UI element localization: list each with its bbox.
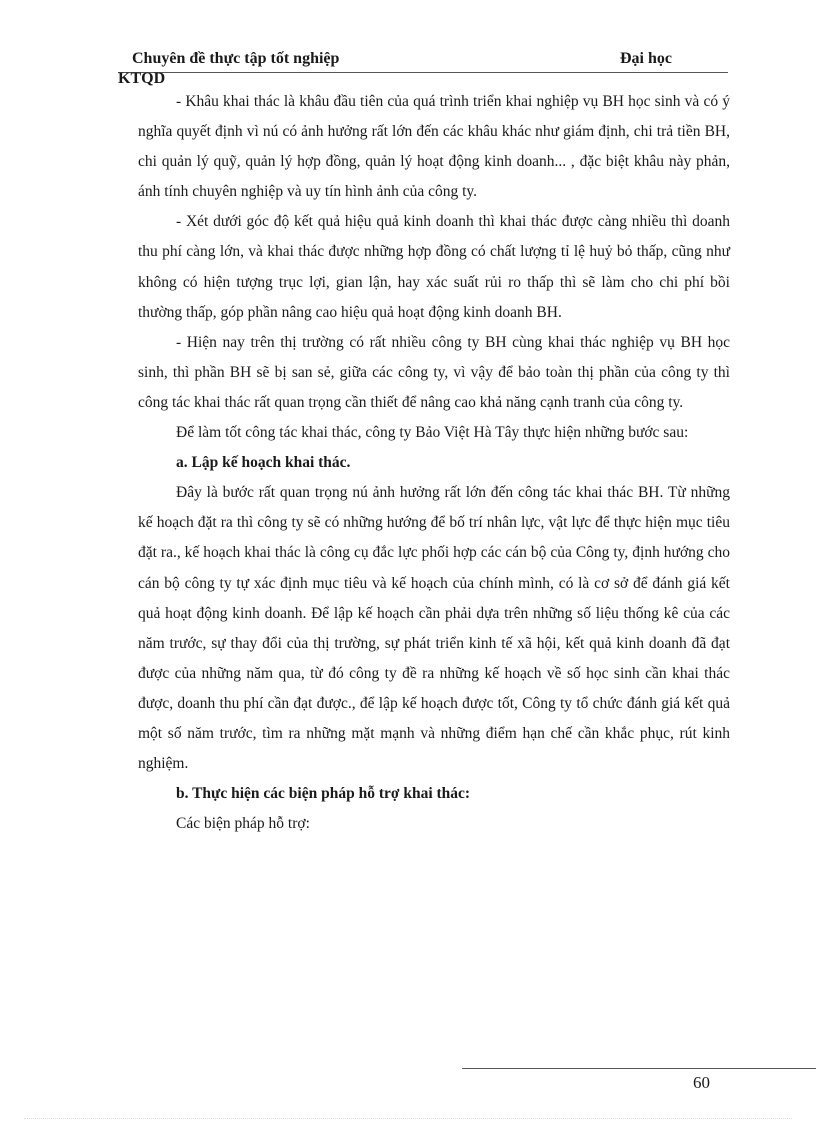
- section-a-heading: a. Lập kế hoạch khai thác.: [176, 454, 351, 472]
- section-a-text: Đây là bước rất quan trọng nú ảnh hưởng rất lớn đến công tác khai thác BH. Từ những kế hoạch đặt ra thì công ty sẽ có những hướng để bố trí nhân lực, vật lực để thực hiện mục tiêu đặt ra., kế hoạch khai thác là công cụ đắc lực phối hợp các cán bộ của Công ty, định hướng cho cán bộ công ty tự xác định mục tiêu và kế hoạch của chính mình, có là cơ sở để đánh giá kết quả hoạt động kinh doanh. Để lập kế hoạch cần phải dựa trên những số liệu thống kê của các năm trước, sự thay đổi của thị trường, sự phát triển kinh tế xã hội, kết quả kinh doanh đã đạt được của những năm qua, từ đó công ty đề ra những kế hoạch về số học sinh cần khai thác được, doanh thu phí cần đạt được., để lập kế hoạch được tốt, Công ty tổ chức đánh giá kết quả một số năm trước, tìm ra những mặt mạnh và những điểm hạn chế cần khắc phục, rút kinh nghiệm.: [138, 484, 730, 773]
- header-university-cont: KTQD: [118, 70, 166, 87]
- page-header: [118, 50, 728, 73]
- page-number: 60: [693, 1073, 710, 1092]
- paragraph-exploitation-stage: - Khâu khai thác là khâu đầu tiên của quá trình triển khai nghiệp vụ BH học sinh và có ý nghĩa quyết định vì nú có ảnh hưởng rất lớn đến các khâu khác như giám định, chi trả tiền BH, chi quản lý quỹ, quản lý hợp đồng, quản lý hoạt động kinh doanh... , đặc biệt khâu này phản, ánh tính chuyên nghiệp và uy tín hình ảnh của công ty.: [138, 93, 730, 201]
- header-title: Chuyên đề thực tập tốt nghiệp: [132, 50, 340, 67]
- page-bottom-border: [24, 1118, 792, 1119]
- header-university: Đại học: [620, 50, 672, 67]
- paragraph-market-competition: - Hiện nay trên thị trường có rất nhiều công ty BH cùng khai thác nghiệp vụ BH học sinh, thì phần BH sẽ bị san sẻ, giữa các công ty, vì vậy để bảo toàn thị phần của công ty thì công tác khai thác rất quan trọng cần thiết để nâng cao khả năng cạnh tranh của công ty.: [138, 333, 730, 411]
- section-b-heading: b. Thực hiện các biện pháp hỗ trợ khai thác:: [176, 785, 471, 803]
- document-body: [138, 87, 730, 839]
- footer-divider: [462, 1068, 816, 1069]
- paragraph-business-efficiency: - Xét dưới góc độ kết quả hiệu quả kinh doanh thì khai thác được càng nhiều thì doanh thu phí càng lớn, và khai thác được những hợp đồng có chất lượng tỉ lệ huỷ bỏ thấp, cũng như không có hiện tượng trục lợi, gian lận, hay xác suất rủi ro thấp thì sẽ làm cho chi phí bồi thường thấp, góp phần nâng cao hiệu quả hoạt động kinh doanh BH.: [138, 213, 730, 321]
- section-b-text: Các biện pháp hỗ trợ:: [176, 815, 310, 833]
- paragraph-steps-intro: Để làm tốt công tác khai thác, công ty Bảo Việt Hà Tây thực hiện những bước sau:: [176, 424, 689, 442]
